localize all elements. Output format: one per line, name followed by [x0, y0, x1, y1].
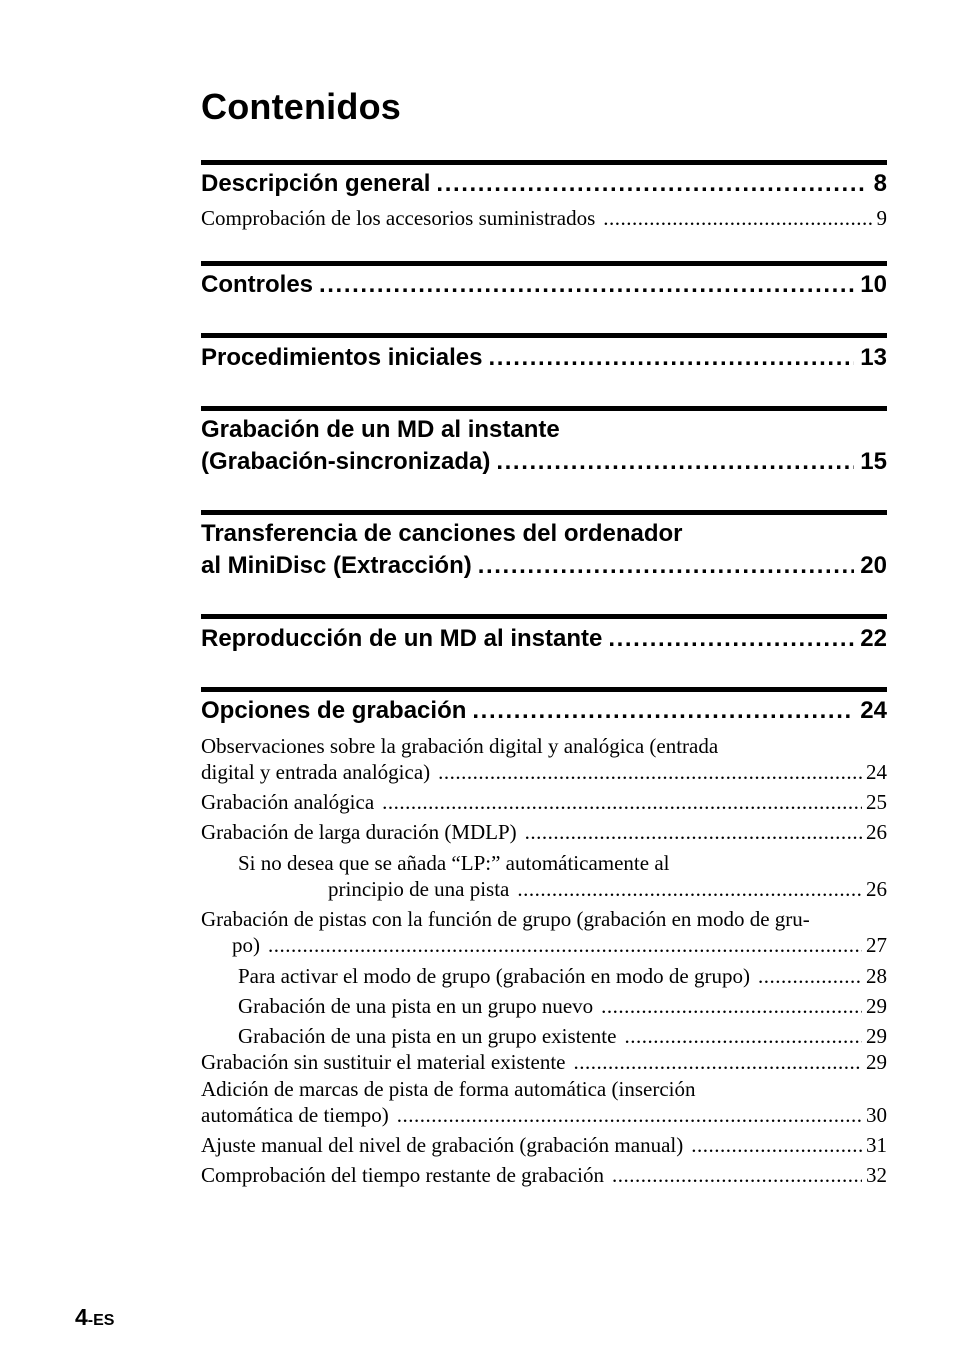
- section-rule: [201, 687, 887, 692]
- toc-entry-larga[interactable]: [201, 819, 887, 845]
- toc-leader: [525, 819, 862, 845]
- toc-label: Grabación analógica: [201, 790, 375, 814]
- toc-page: 20: [860, 552, 887, 579]
- toc-label-line1: Si no desea que se añada “LP:” automáticamente al: [238, 851, 670, 875]
- toc-label: po): [232, 933, 260, 957]
- page-number-value: 4: [75, 1304, 88, 1330]
- toc-page: 15: [860, 448, 887, 475]
- toc-page: 29: [866, 1024, 887, 1048]
- toc-page: 9: [876, 206, 887, 230]
- toc-page: 22: [860, 625, 887, 652]
- section-rule: [201, 614, 887, 619]
- toc-page: 29: [866, 1050, 887, 1074]
- toc-page: 29: [866, 994, 887, 1018]
- toc-leader: [319, 269, 854, 301]
- toc-section-reproduccion[interactable]: [201, 623, 887, 655]
- toc-page: 28: [866, 964, 887, 988]
- toc-label-line1: Adición de marcas de pista de forma automática (inserción: [201, 1077, 696, 1101]
- toc-page: 32: [866, 1163, 887, 1187]
- toc-leader: [268, 932, 862, 958]
- toc-label: (Grabación-sincronizada): [201, 448, 491, 475]
- toc-label: Para activar el modo de grupo (grabación en modo de grupo): [238, 964, 750, 988]
- toc-page: 10: [860, 271, 887, 298]
- toc-leader: [382, 789, 862, 815]
- section-rule: [201, 333, 887, 338]
- section-rule: [201, 261, 887, 266]
- toc-page: 24: [860, 697, 887, 724]
- toc-page: 13: [860, 344, 887, 371]
- toc-section-controles[interactable]: [201, 269, 887, 301]
- toc-label: Reproducción de un MD al instante: [201, 625, 603, 652]
- toc-leader: [472, 695, 854, 727]
- section-rule: [201, 406, 887, 411]
- toc-entry-grupo[interactable]: [201, 906, 887, 958]
- toc-section-procedimientos[interactable]: [201, 342, 887, 374]
- toc-label: Ajuste manual del nivel de grabación (grabación manual): [201, 1133, 684, 1157]
- toc-entry-nuevo[interactable]: [238, 993, 887, 1019]
- toc-label: Grabación de una pista en un grupo nuevo: [238, 994, 594, 1018]
- toc-leader: [612, 1162, 862, 1188]
- toc-leader: [397, 1102, 862, 1128]
- toc-entry-manual[interactable]: [201, 1132, 887, 1158]
- toc-section-descripcion[interactable]: [201, 168, 887, 200]
- toc-leader: [517, 876, 862, 902]
- toc-label: Grabación de una pista en un grupo existente: [238, 1024, 617, 1048]
- toc-label-line1: Grabación de un MD al instante: [201, 416, 560, 443]
- toc-label: al MiniDisc (Extracción): [201, 552, 472, 579]
- toc-page: 25: [866, 790, 887, 814]
- toc-entry-lp[interactable]: [238, 850, 887, 902]
- toc-leader: [603, 205, 872, 231]
- toc-entry-activar[interactable]: [238, 963, 887, 989]
- toc-label: Opciones de grabación: [201, 697, 467, 724]
- toc-section-transferencia[interactable]: [201, 518, 887, 582]
- toc-label: Grabación sin sustituir el material existente: [201, 1050, 566, 1074]
- toc-page: 24: [866, 760, 887, 784]
- toc-page: 8: [873, 170, 887, 197]
- toc-label: Grabación de larga duración (MDLP): [201, 820, 517, 844]
- toc-leader: [573, 1049, 862, 1075]
- page-number-suffix: -ES: [87, 1312, 115, 1329]
- toc-label-line1: Observaciones sobre la grabación digital y analógica (entrada: [201, 734, 719, 758]
- toc-section-opciones[interactable]: [201, 695, 887, 727]
- toc-leader: [691, 1132, 862, 1158]
- toc-label: Comprobación del tiempo restante de grabación: [201, 1163, 604, 1187]
- toc-label-line1: Transferencia de canciones del ordenador: [201, 520, 683, 547]
- toc-label: Controles: [201, 271, 314, 298]
- page-number: [75, 1304, 114, 1331]
- toc-entry-accesorios[interactable]: [201, 205, 887, 231]
- toc-leader: [624, 1023, 862, 1049]
- toc-label: Procedimientos iniciales: [201, 344, 483, 371]
- toc-entry-analogica[interactable]: [201, 789, 887, 815]
- toc-page: 26: [866, 820, 887, 844]
- toc-page: 31: [866, 1133, 887, 1157]
- toc-page: 27: [866, 933, 887, 957]
- toc-entry-existente[interactable]: [238, 1023, 887, 1049]
- toc-label: Descripción general: [201, 170, 431, 197]
- toc-leader: [478, 550, 855, 582]
- section-rule: [201, 510, 887, 515]
- toc-label-line1: Grabación de pistas con la función de grupo (grabación en modo de gru-: [201, 907, 810, 931]
- toc-leader: [496, 446, 854, 478]
- toc-entry-observaciones[interactable]: [201, 733, 887, 785]
- toc-label: digital y entrada analógica): [201, 760, 431, 784]
- toc-leader: [608, 623, 854, 655]
- toc-leader: [438, 759, 862, 785]
- toc-leader: [601, 993, 862, 1019]
- toc-entry-sin-sustituir[interactable]: [201, 1049, 887, 1075]
- toc-label: principio de una pista: [328, 877, 510, 901]
- toc-page: 26: [866, 877, 887, 901]
- toc-entry-marcas[interactable]: [201, 1076, 887, 1128]
- toc-section-grabacion-instante[interactable]: [201, 414, 887, 478]
- section-rule: [201, 160, 887, 165]
- toc-label: automática de tiempo): [201, 1103, 389, 1127]
- toc-leader: [758, 963, 862, 989]
- toc-page: 30: [866, 1103, 887, 1127]
- toc-leader: [436, 168, 867, 200]
- page-title: Contenidos: [201, 86, 401, 127]
- toc-label: Comprobación de los accesorios suministrados: [201, 206, 596, 230]
- toc-leader: [488, 342, 854, 374]
- toc-entry-restante[interactable]: [201, 1162, 887, 1188]
